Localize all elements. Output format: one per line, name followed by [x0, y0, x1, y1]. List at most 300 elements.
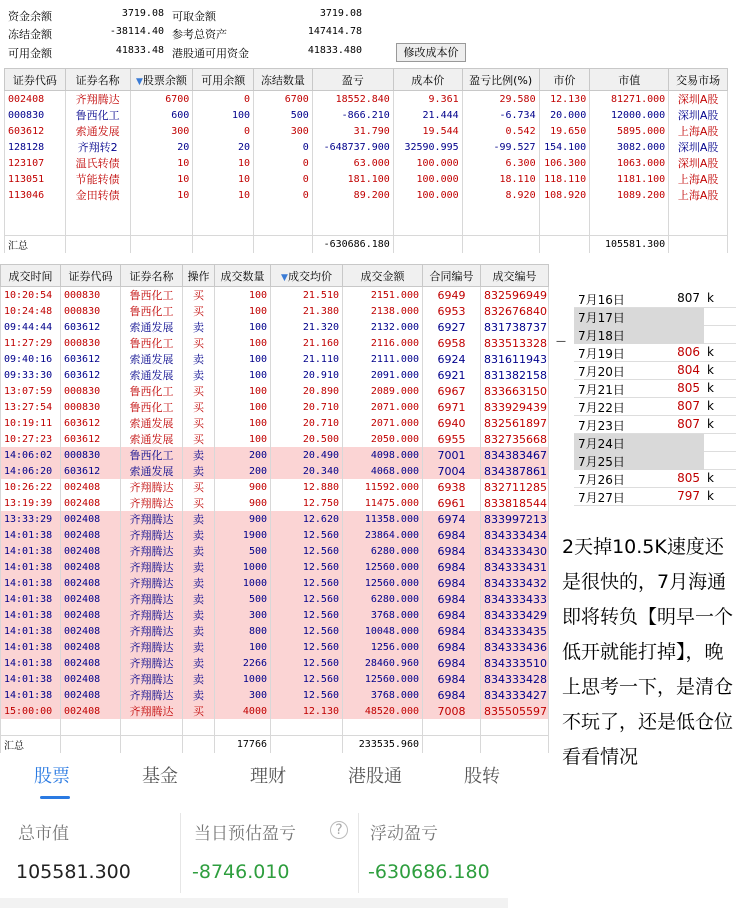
trade-row[interactable] [1, 383, 549, 399]
trade-cell-qty: 100 [215, 303, 271, 319]
trade-cell-amt: 2071.000 [343, 399, 423, 415]
trade-cell-op: 卖 [183, 351, 215, 367]
trade-cell-code: 002408 [61, 671, 121, 687]
holdings-column-header[interactable] [65, 69, 130, 91]
empty-cell [5, 203, 66, 219]
trade-cell-t: 11:27:29 [1, 335, 61, 351]
trade-row[interactable] [1, 671, 549, 687]
trade-cell-no: 831738737 [481, 319, 549, 335]
trade-cell-name: 齐翔腾达 [121, 559, 183, 575]
trade-cell-name: 齐翔腾达 [121, 543, 183, 559]
trade-cell-code: 002408 [61, 655, 121, 671]
trades-header-row [1, 265, 549, 287]
ref-assets-label: 参考总资产 [172, 28, 227, 41]
trade-row[interactable] [1, 703, 549, 719]
calendar-row [574, 434, 736, 452]
trade-cell-no: 832596949 [481, 287, 549, 304]
trade-row[interactable] [1, 543, 549, 559]
trade-cell-name: 索通发展 [121, 415, 183, 431]
trade-cell-contract: 6984 [423, 591, 481, 607]
trade-cell-no: 834333429 [481, 607, 549, 623]
holdings-cell-code: 128128 [5, 139, 66, 155]
trade-cell-name: 鲁西化工 [121, 287, 183, 304]
trade-cell-amt: 11592.000 [343, 479, 423, 495]
trade-cell-amt: 23864.000 [343, 527, 423, 543]
bottom-bar [0, 898, 508, 908]
holdings-column-header[interactable] [462, 69, 539, 91]
trade-cell-qty: 1000 [215, 575, 271, 591]
trade-cell-contract: 6971 [423, 399, 481, 415]
trades-table [0, 264, 549, 753]
holdings-total-cell [193, 235, 254, 253]
header-label: 股票余额 [142, 73, 187, 87]
header-label: 证券代码 [12, 73, 57, 87]
trade-row[interactable] [1, 591, 549, 607]
holdings-cell-mv: 1063.000 [590, 155, 669, 171]
trade-cell-no: 831382158 [481, 367, 549, 383]
trade-cell-name: 索通发展 [121, 463, 183, 479]
trade-cell-avg: 12.880 [271, 479, 343, 495]
calendar-unit: k [707, 471, 714, 485]
trade-cell-no: 833663150 [481, 383, 549, 399]
trade-cell-code: 000830 [61, 335, 121, 351]
calendar-row [574, 398, 736, 416]
trade-cell-no: 832711285 [481, 479, 549, 495]
calendar-unit: k [707, 417, 714, 431]
trade-cell-avg: 12.560 [271, 623, 343, 639]
trade-cell-name: 齐翔腾达 [121, 511, 183, 527]
holdings-cell-price: 108.920 [539, 187, 590, 203]
holdings-total-cell [669, 235, 728, 253]
trade-cell-no: 834333434 [481, 527, 549, 543]
holdings-column-header[interactable] [539, 69, 590, 91]
trade-row[interactable] [1, 463, 549, 479]
calendar-date: 7月16日 [578, 293, 625, 307]
trade-row[interactable] [1, 303, 549, 319]
trade-cell-t: 14:01:38 [1, 591, 61, 607]
holdings-cell-ratio: 8.920 [462, 187, 539, 203]
trade-cell-t: 14:01:38 [1, 559, 61, 575]
calendar-date: 7月23日 [578, 419, 625, 433]
holdings-row[interactable] [5, 123, 728, 139]
trade-row[interactable] [1, 431, 549, 447]
trade-row[interactable] [1, 495, 549, 511]
trade-row[interactable] [1, 415, 549, 431]
holdings-total-cell: -630686.180 [312, 235, 393, 253]
trade-cell-t: 14:01:38 [1, 687, 61, 703]
sort-desc-icon: ▼ [281, 272, 288, 283]
trade-cell-avg: 12.560 [271, 559, 343, 575]
holdings-cell-frozen: 6700 [254, 91, 313, 108]
trade-cell-no: 834333510 [481, 655, 549, 671]
holdings-cell-avail: 10 [193, 155, 254, 171]
holdings-cell-market: 上海A股 [669, 187, 728, 203]
holdings-total-row [5, 235, 728, 253]
today-pnl-value: -8746.010 [192, 861, 290, 883]
trade-cell-t: 10:19:11 [1, 415, 61, 431]
trade-cell-qty: 4000 [215, 703, 271, 719]
holdings-cell-cost: 100.000 [393, 155, 462, 171]
available-label: 可用金额 [8, 47, 52, 60]
trade-cell-avg: 12.560 [271, 543, 343, 559]
trade-cell-name: 齐翔腾达 [121, 607, 183, 623]
trade-cell-avg: 21.510 [271, 287, 343, 304]
trade-cell-t: 13:27:54 [1, 399, 61, 415]
trade-cell-code: 000830 [61, 383, 121, 399]
header-label: 市值 [618, 73, 641, 87]
header-label: 证券代码 [68, 269, 113, 283]
holdings-cell-market: 深圳A股 [669, 107, 728, 123]
trade-cell-t: 14:01:38 [1, 639, 61, 655]
trades-column-header[interactable] [343, 265, 423, 287]
trade-cell-qty: 900 [215, 479, 271, 495]
trade-cell-amt: 11475.000 [343, 495, 423, 511]
trade-cell-qty: 2266 [215, 655, 271, 671]
calendar-unit: k [707, 291, 714, 305]
holdings-cell-price: 12.130 [539, 91, 590, 108]
holdings-cell-market: 深圳A股 [669, 91, 728, 108]
header-label: 盈亏 [341, 73, 364, 87]
trade-row[interactable] [1, 511, 549, 527]
trade-cell-amt: 2071.000 [343, 415, 423, 431]
trade-cell-amt: 12560.000 [343, 559, 423, 575]
trade-cell-op: 买 [183, 495, 215, 511]
holdings-empty-row [5, 219, 728, 235]
holdings-row[interactable] [5, 155, 728, 171]
empty-cell [590, 203, 669, 219]
holdings-cell-pnl: 181.100 [312, 171, 393, 187]
trade-row[interactable] [1, 479, 549, 495]
holdings-cell-mv: 81271.000 [590, 91, 669, 108]
trade-cell-code: 002408 [61, 559, 121, 575]
trade-cell-t: 14:01:38 [1, 655, 61, 671]
trades-column-header[interactable] [1, 265, 61, 287]
holdings-cell-market: 上海A股 [669, 123, 728, 139]
trade-cell-op: 买 [183, 335, 215, 351]
holdings-cell-mv: 5895.000 [590, 123, 669, 139]
header-label: 证券名称 [129, 269, 174, 283]
trade-row[interactable] [1, 527, 549, 543]
trade-cell-op: 买 [183, 431, 215, 447]
holdings-column-header[interactable] [193, 69, 254, 91]
trade-cell-qty: 100 [215, 351, 271, 367]
trade-cell-op: 买 [183, 415, 215, 431]
trade-cell-avg: 12.560 [271, 527, 343, 543]
commentary-note: 2天掉10.5K速度还是很快的，7月海通即将转负【明早一个低开就能打掉】，晚上思考一下，是清仓不玩了，还是低仓位看看情况 [562, 536, 734, 768]
trade-row[interactable] [1, 607, 549, 623]
header-label: 可用余额 [201, 73, 246, 87]
trade-cell-code: 002408 [61, 703, 121, 719]
trade-row[interactable] [1, 351, 549, 367]
empty-cell [271, 719, 343, 735]
trade-cell-op: 买 [183, 703, 215, 719]
trade-cell-no: 834383467 [481, 447, 549, 463]
calendar-row [574, 470, 736, 488]
trade-row[interactable] [1, 687, 549, 703]
trades-column-header[interactable] [423, 265, 481, 287]
empty-cell [130, 219, 193, 235]
calendar-unit: k [707, 381, 714, 395]
calendar-date: 7月19日 [578, 347, 625, 361]
trade-cell-contract: 6984 [423, 623, 481, 639]
holdings-cell-price: 106.300 [539, 155, 590, 171]
tab-wealth[interactable]: 理财 [250, 766, 286, 787]
holdings-total-cell [393, 235, 462, 253]
empty-cell [462, 203, 539, 219]
holdings-cell-name: 节能转债 [65, 171, 130, 187]
trade-row[interactable] [1, 447, 549, 463]
trade-row[interactable] [1, 559, 549, 575]
header-label: 成交金额 [360, 269, 405, 283]
holdings-column-header[interactable] [393, 69, 462, 91]
trade-cell-t: 09:44:44 [1, 319, 61, 335]
calendar-value: 807 [677, 417, 700, 431]
trade-cell-no: 835505597 [481, 703, 549, 719]
trade-row[interactable] [1, 399, 549, 415]
trade-cell-code: 000830 [61, 303, 121, 319]
trade-cell-qty: 200 [215, 463, 271, 479]
trade-cell-name: 索通发展 [121, 431, 183, 447]
trade-cell-name: 齐翔腾达 [121, 591, 183, 607]
trade-cell-code: 002408 [61, 623, 121, 639]
holdings-cell-avail: 20 [193, 139, 254, 155]
holdings-cell-frozen: 0 [254, 139, 313, 155]
holdings-cell-name: 齐翔腾达 [65, 91, 130, 108]
trade-cell-contract: 6974 [423, 511, 481, 527]
trade-cell-amt: 3768.000 [343, 687, 423, 703]
trades-column-header[interactable] [215, 265, 271, 287]
trade-cell-qty: 1000 [215, 671, 271, 687]
holdings-row[interactable] [5, 187, 728, 203]
trade-cell-qty: 100 [215, 399, 271, 415]
empty-cell [312, 203, 393, 219]
calendar-date: 7月21日 [578, 383, 625, 397]
calendar-unit: k [707, 363, 714, 377]
holdings-cell-cost: 100.000 [393, 187, 462, 203]
holdings-column-header[interactable] [669, 69, 728, 91]
holdings-cell-mv: 12000.000 [590, 107, 669, 123]
empty-cell [669, 203, 728, 219]
trade-cell-t: 10:27:23 [1, 431, 61, 447]
holdings-row[interactable] [5, 91, 728, 108]
tab-funds[interactable]: 基金 [142, 766, 178, 787]
trade-cell-name: 齐翔腾达 [121, 623, 183, 639]
calendar-value: 805 [677, 381, 700, 395]
trade-cell-qty: 100 [215, 639, 271, 655]
trade-cell-qty: 100 [215, 415, 271, 431]
trade-cell-contract: 6984 [423, 639, 481, 655]
empty-cell [1, 719, 61, 735]
trade-cell-no: 831611943 [481, 351, 549, 367]
holdings-cell-cost: 100.000 [393, 171, 462, 187]
trades-total-cell [121, 735, 183, 753]
total-mv-value: 105581.300 [16, 861, 131, 883]
holdings-total-cell [539, 235, 590, 253]
trade-cell-op: 卖 [183, 511, 215, 527]
trade-cell-avg: 12.750 [271, 495, 343, 511]
modify-cost-button[interactable]: 修改成本价 [396, 43, 466, 62]
holdings-total-cell [254, 235, 313, 253]
trade-cell-qty: 900 [215, 495, 271, 511]
empty-cell [343, 719, 423, 735]
trade-cell-contract: 6927 [423, 319, 481, 335]
holdings-cell-cost: 19.544 [393, 123, 462, 139]
trade-cell-name: 齐翔腾达 [121, 479, 183, 495]
trade-cell-op: 卖 [183, 607, 215, 623]
trade-cell-t: 14:01:38 [1, 623, 61, 639]
trade-cell-contract: 7004 [423, 463, 481, 479]
trade-cell-t: 14:01:38 [1, 607, 61, 623]
holdings-cell-price: 154.100 [539, 139, 590, 155]
trade-row[interactable] [1, 639, 549, 655]
trade-cell-avg: 12.620 [271, 511, 343, 527]
holdings-row[interactable] [5, 139, 728, 155]
trade-cell-op: 买 [183, 479, 215, 495]
calendar-date: 7月25日 [578, 455, 625, 469]
trades-column-header[interactable] [271, 265, 343, 287]
trade-cell-no: 834333433 [481, 591, 549, 607]
trade-cell-name: 齐翔腾达 [121, 639, 183, 655]
calendar-date: 7月20日 [578, 365, 625, 379]
trades-column-header[interactable] [61, 265, 121, 287]
trade-row[interactable] [1, 287, 549, 304]
trade-cell-t: 09:33:30 [1, 367, 61, 383]
trade-cell-no: 832561897 [481, 415, 549, 431]
holdings-cell-mv: 1089.200 [590, 187, 669, 203]
trade-cell-code: 603612 [61, 431, 121, 447]
trade-cell-name: 鲁西化工 [121, 399, 183, 415]
trade-row[interactable] [1, 335, 549, 351]
divider [358, 813, 359, 893]
holdings-row[interactable] [5, 171, 728, 187]
trade-cell-op: 买 [183, 287, 215, 304]
trade-cell-avg: 20.910 [271, 367, 343, 383]
available-value: 41833.48 [115, 45, 164, 56]
trades-total-cell: 233535.960 [343, 735, 423, 753]
trade-cell-code: 603612 [61, 463, 121, 479]
holdings-cell-balance: 6700 [130, 91, 193, 108]
holdings-row[interactable] [5, 107, 728, 123]
trade-cell-amt: 1256.000 [343, 639, 423, 655]
holdings-cell-price: 118.110 [539, 171, 590, 187]
header-label: 成交均价 [287, 269, 332, 283]
trades-column-header[interactable] [481, 265, 549, 287]
holdings-column-header[interactable] [5, 69, 66, 91]
holdings-cell-cost: 32590.995 [393, 139, 462, 155]
empty-cell [254, 219, 313, 235]
holdings-column-header[interactable] [590, 69, 669, 91]
holdings-column-header[interactable] [254, 69, 313, 91]
trade-cell-t: 14:01:38 [1, 527, 61, 543]
empty-cell [393, 203, 462, 219]
trade-cell-avg: 12.130 [271, 703, 343, 719]
tab-hk-connect[interactable]: 港股通 [348, 766, 402, 787]
trade-cell-code: 002408 [61, 543, 121, 559]
trades-total-cell: 汇总 [1, 735, 61, 753]
trade-cell-no: 832676840 [481, 303, 549, 319]
trade-cell-amt: 2050.000 [343, 431, 423, 447]
trade-row[interactable] [1, 623, 549, 639]
header-label: 合同编号 [429, 269, 474, 283]
trade-cell-op: 卖 [183, 639, 215, 655]
trade-cell-t: 10:26:22 [1, 479, 61, 495]
calendar-value: 804 [677, 363, 700, 377]
holdings-cell-frozen: 300 [254, 123, 313, 139]
empty-cell [130, 203, 193, 219]
trade-cell-t: 13:19:39 [1, 495, 61, 511]
header-label: 交易市场 [676, 73, 721, 87]
trade-cell-op: 卖 [183, 447, 215, 463]
holdings-cell-balance: 600 [130, 107, 193, 123]
float-pnl-value: -630686.180 [368, 861, 490, 883]
balance-label: 资金余额 [8, 10, 52, 23]
sort-desc-icon: ▼ [135, 76, 143, 87]
trade-cell-qty: 300 [215, 687, 271, 703]
trade-cell-avg: 12.560 [271, 639, 343, 655]
trade-cell-avg: 20.340 [271, 463, 343, 479]
trade-cell-amt: 3768.000 [343, 607, 423, 623]
trade-cell-qty: 100 [215, 319, 271, 335]
trade-cell-amt: 2089.000 [343, 383, 423, 399]
trade-cell-no: 833929439 [481, 399, 549, 415]
trade-cell-avg: 12.560 [271, 687, 343, 703]
trades-total-cell: 17766 [215, 735, 271, 753]
trade-cell-amt: 4068.000 [343, 463, 423, 479]
trade-cell-avg: 20.890 [271, 383, 343, 399]
trade-cell-t: 14:06:20 [1, 463, 61, 479]
trades-column-header[interactable] [183, 265, 215, 287]
empty-cell [215, 719, 271, 735]
tab-share-transfer[interactable]: 股转 [464, 766, 500, 787]
trade-cell-code: 603612 [61, 351, 121, 367]
holdings-cell-avail: 0 [193, 123, 254, 139]
trade-cell-code: 603612 [61, 415, 121, 431]
empty-cell [590, 219, 669, 235]
calendar-value: 807 [677, 291, 700, 305]
holdings-column-header[interactable] [130, 69, 193, 91]
holdings-cell-balance: 20 [130, 139, 193, 155]
trade-row[interactable] [1, 367, 549, 383]
holdings-cell-name: 温氏转债 [65, 155, 130, 171]
header-label: 证券名称 [75, 73, 120, 87]
holdings-column-header[interactable] [312, 69, 393, 91]
trade-cell-t: 14:01:38 [1, 543, 61, 559]
trade-cell-code: 002408 [61, 511, 121, 527]
empty-cell [539, 203, 590, 219]
trade-cell-contract: 6958 [423, 335, 481, 351]
trade-cell-name: 索通发展 [121, 351, 183, 367]
trade-cell-name: 齐翔腾达 [121, 687, 183, 703]
trade-row[interactable] [1, 319, 549, 335]
trade-cell-qty: 900 [215, 511, 271, 527]
account-summary [0, 0, 560, 66]
trade-cell-amt: 12560.000 [343, 575, 423, 591]
header-label: 操作 [187, 269, 210, 283]
trade-cell-qty: 100 [215, 367, 271, 383]
trade-row[interactable] [1, 655, 549, 671]
trade-cell-contract: 6984 [423, 559, 481, 575]
trades-column-header[interactable] [121, 265, 183, 287]
trade-cell-avg: 21.320 [271, 319, 343, 335]
trade-cell-amt: 4098.000 [343, 447, 423, 463]
help-icon[interactable]: ? [330, 821, 348, 839]
empty-cell [183, 719, 215, 735]
trade-row[interactable] [1, 575, 549, 591]
trade-cell-contract: 6949 [423, 287, 481, 304]
tab-stocks[interactable]: 股票 [34, 766, 70, 787]
holdings-cell-frozen: 0 [254, 171, 313, 187]
trade-cell-name: 鲁西化工 [121, 303, 183, 319]
